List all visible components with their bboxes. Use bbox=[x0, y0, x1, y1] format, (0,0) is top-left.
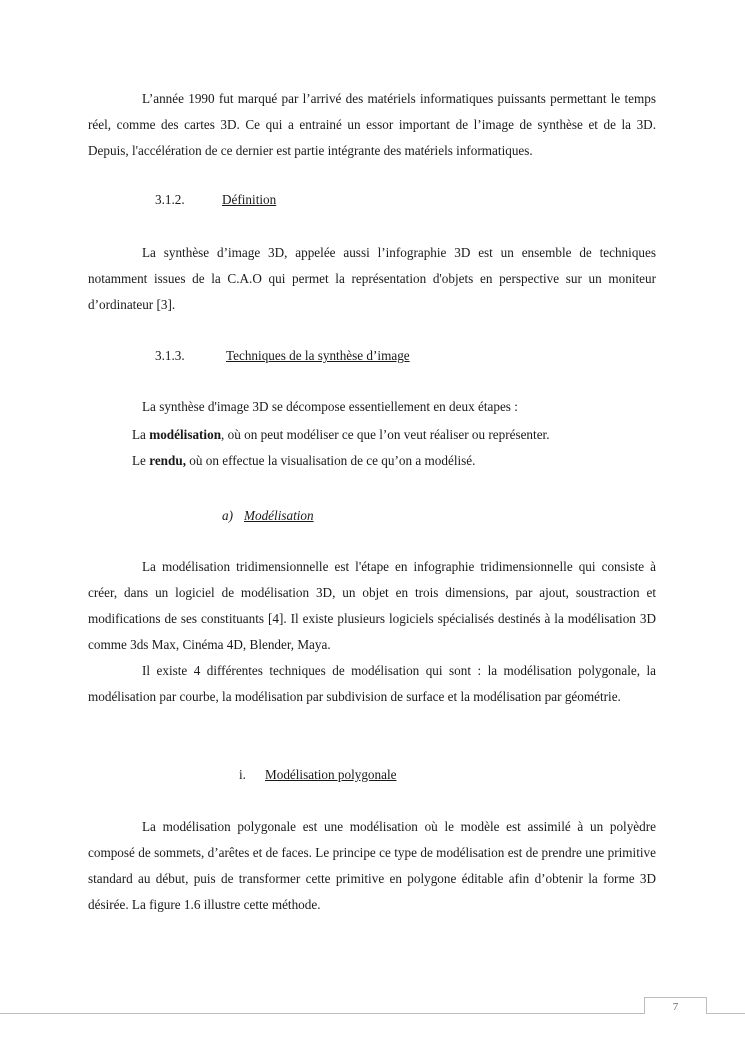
page-number: 7 bbox=[644, 997, 707, 1014]
step-text: où on effectue la visualisation de ce qu’on a modélisé. bbox=[186, 453, 476, 468]
step-keyword: rendu, bbox=[149, 453, 186, 468]
paragraph-polygonale: La modélisation polygonale est une modélisation où le modèle est assimilé à un polyèdre composé de sommets, d’arêtes et de faces. Le principe ce type de modélisation est de prendre une primitive standard au début, puis de transformer cette primitive en polygone éditable afin d’obtenir la forme 3D désirée. La figure 1.6 illustre cette méthode. bbox=[88, 819, 656, 912]
subsection-title-modelisation: Modélisation bbox=[244, 508, 314, 523]
paragraph-techniques-list: Il existe 4 différentes techniques de modélisation qui sont : la modélisation polygonale, la modélisation par courbe, la modélisation par subdivision de surface et la modélisation par géométrie. bbox=[88, 663, 656, 704]
section-title-definition: Définition bbox=[222, 192, 277, 207]
paragraph-modelisation-3d: La modélisation tridimensionnelle est l'étape en infographie tridimensionnelle qui consiste à créer, dans un logiciel de modélisation 3D, un objet en trois dimensions, par ajout, soustraction et modifications de ses constituants [4]. Il existe plusieurs logiciels spécialisés destinés à la modélisation 3D comme 3ds Max, Cinéma 4D, Blender, Maya. bbox=[88, 559, 656, 652]
step-prefix: Le bbox=[132, 453, 150, 468]
subsection-letter-a: a) bbox=[222, 508, 233, 523]
subsection-title-polygonale: Modélisation polygonale bbox=[265, 767, 397, 782]
section-number-3-1-3: 3.1.3. bbox=[155, 348, 185, 363]
step-prefix: La bbox=[132, 427, 150, 442]
section-title-techniques: Techniques de la synthèse d’image bbox=[226, 348, 410, 363]
step-text: , où on peut modéliser ce que l’on veut réaliser ou représenter. bbox=[221, 427, 550, 442]
subsection-number-i: i. bbox=[239, 767, 246, 782]
section-number-3-1-2: 3.1.2. bbox=[155, 192, 185, 207]
footer-rule bbox=[0, 1013, 745, 1014]
step-modelisation bbox=[132, 425, 550, 445]
paragraph-steps-intro: La synthèse d'image 3D se décompose essentiellement en deux étapes : bbox=[142, 399, 518, 414]
paragraph-definition: La synthèse d’image 3D, appelée aussi l’infographie 3D est un ensemble de techniques notamment issues de la C.A.O qui permet la représentation d'objets en perspective sur un moniteur d’ordinateur [3]. bbox=[88, 245, 656, 312]
paragraph-intro-1990: L’année 1990 fut marqué par l’arrivé des matériels informatiques puissants permettant le temps réel, comme des cartes 3D. Ce qui a entrainé un essor important de l’image de synthèse et de la 3D. Depuis, l'accélération de ce dernier est partie intégrante des matériels informatiques. bbox=[88, 91, 656, 158]
step-rendu bbox=[132, 451, 475, 471]
step-keyword: modélisation bbox=[149, 427, 222, 442]
